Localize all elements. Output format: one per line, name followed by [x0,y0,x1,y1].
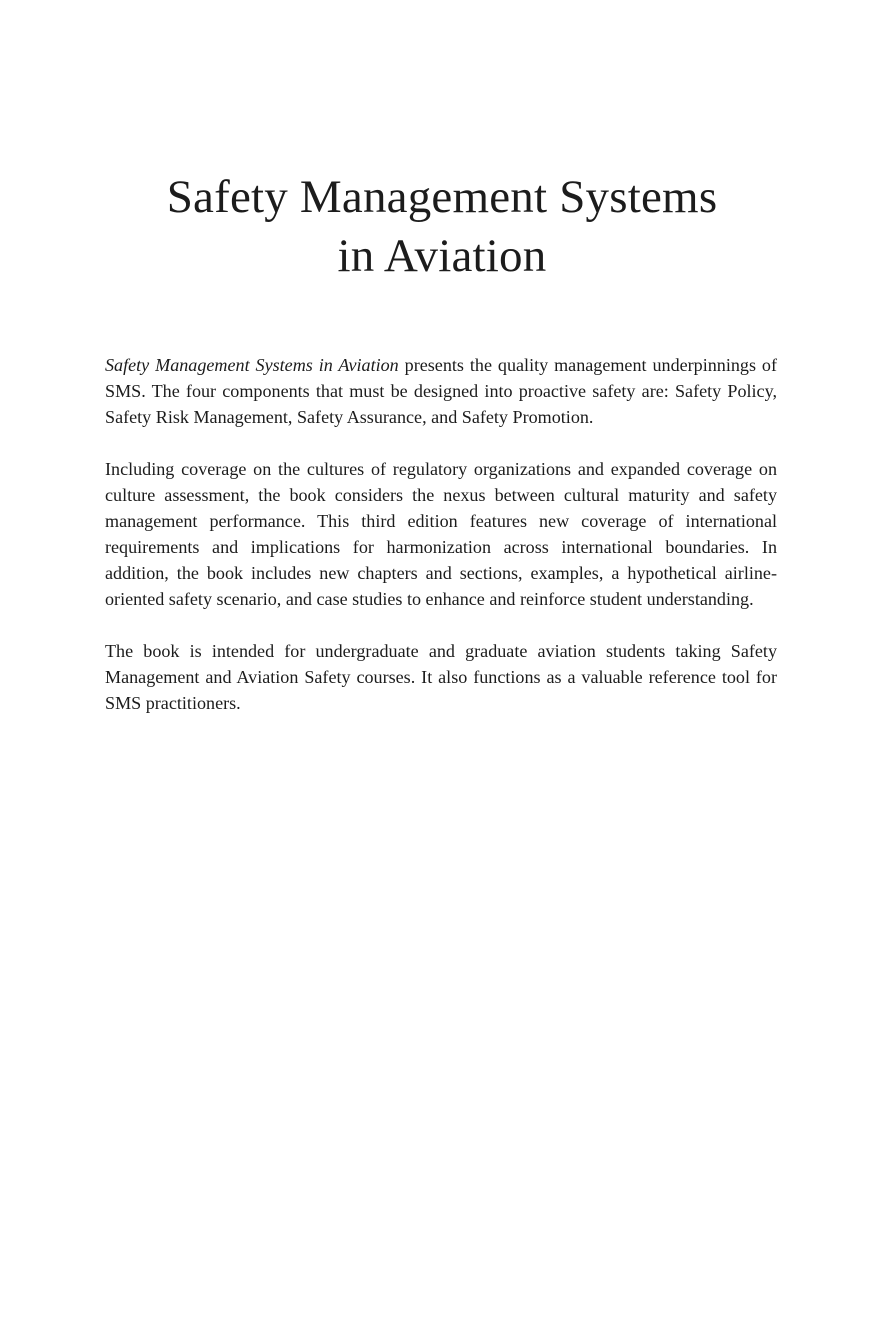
description-paragraph-1 [105,352,777,430]
description-paragraph-2: Including coverage on the cultures of regulatory organizations and expanded coverage on culture assessment, the book considers the nexus between cultural maturity and safety management performance. This third edition features new coverage of international requirements and implications for harmonization across international boundaries. In addition, the book includes new chapters and sections, examples, a hypothetical airline-oriented safety scenario, and case studies to enhance and reinforce student understanding. [105,459,777,609]
book-title-line-2: in Aviation [337,230,547,282]
italic-book-title: Safety Management Systems in Aviation [105,355,399,375]
description-body [105,352,777,742]
book-title-line-1: Safety Management Systems [166,171,718,223]
book-title [0,168,884,286]
paragraph-1-text: presents the quality management underpinnings of SMS. The four components that must be designed into proactive safety are: Safety Policy, Safety Risk Management, Safety Assurance, and Safety Promotion. [105,355,777,427]
description-paragraph-3: The book is intended for undergraduate and graduate aviation students taking Safety Management and Aviation Safety courses. It also functions as a valuable reference tool for SMS practitioners. [105,641,777,713]
